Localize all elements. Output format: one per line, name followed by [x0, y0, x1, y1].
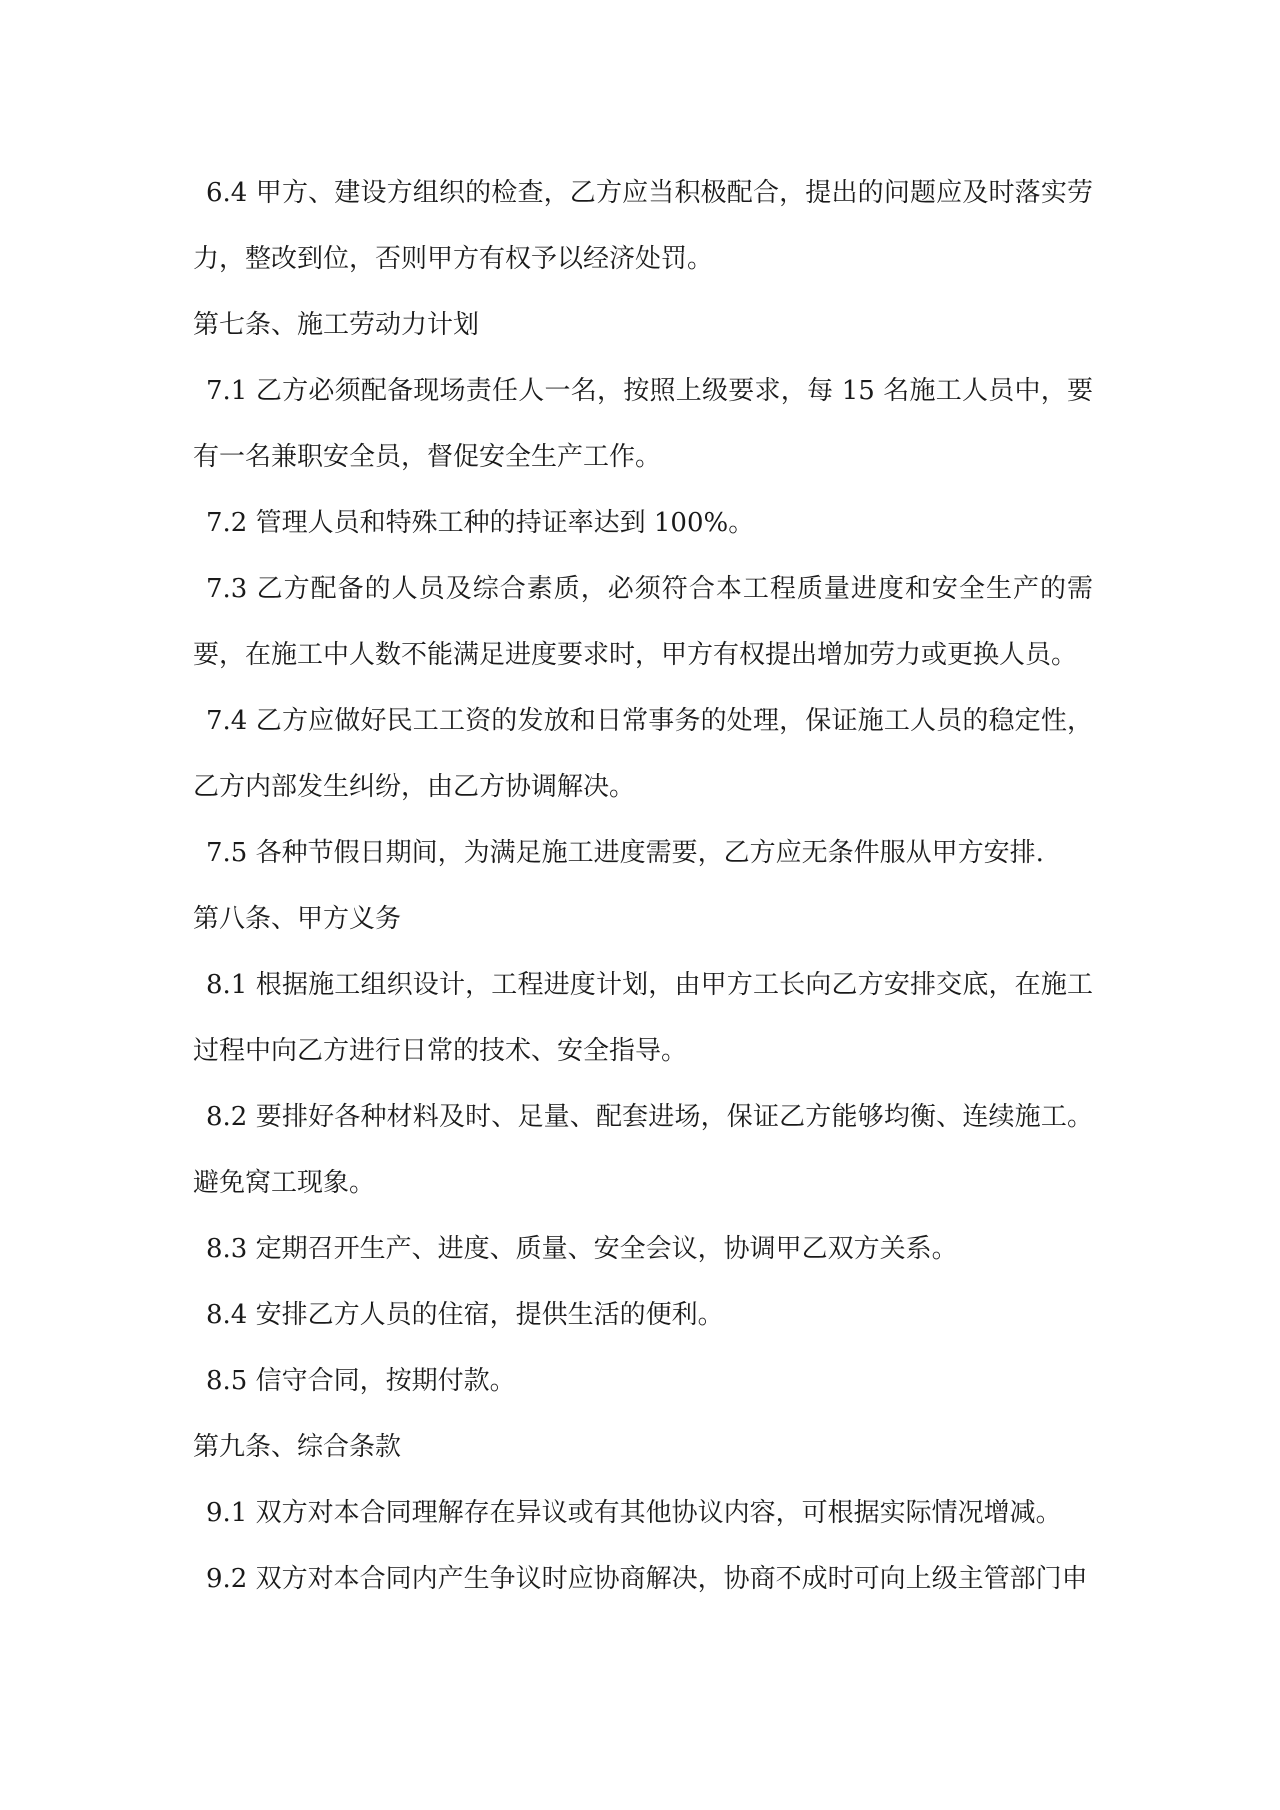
- clause-7-3: 7.3 乙方配备的人员及综合素质，必须符合本工程质量进度和安全生产的需要，在施工中人数不能满足进度要求时，甲方有权提出增加劳力或更换人员。: [193, 574, 1093, 670]
- clause-7-1: 7.1 乙方必须配备现场责任人一名，按照上级要求，每 15 名施工人员中，要有一名兼职安全员，督促安全生产工作。: [193, 376, 1093, 472]
- clause-6-4: 6.4 甲方、建设方组织的检查，乙方应当积极配合，提出的问题应及时落实劳力，整改到位，否则甲方有权予以经济处罚。: [193, 178, 1093, 274]
- article-9-heading: 第九条、综合条款: [193, 1432, 402, 1462]
- clause-8-2: 8.2 要排好各种材料及时、足量、配套进场，保证乙方能够均衡、连续施工。避免窝工现象。: [193, 1102, 1093, 1198]
- article-8-heading: 第八条、甲方义务: [193, 904, 402, 934]
- clause-7-4: 7.4 乙方应做好民工工资的发放和日常事务的处理，保证施工人员的稳定性，乙方内部发生纠纷，由乙方协调解决。: [193, 706, 1093, 802]
- document-body: [193, 160, 1093, 1612]
- clause-8-4: 8.4 安排乙方人员的住宿，提供生活的便利。: [206, 1300, 724, 1330]
- clause-7-2: 7.2 管理人员和特殊工种的持证率达到 100%。: [206, 508, 755, 538]
- clause-8-3: 8.3 定期召开生产、进度、质量、安全会议，协调甲乙双方关系。: [206, 1234, 958, 1264]
- clause-9-1: 9.1 双方对本合同理解存在异议或有其他协议内容，可根据实际情况增减。: [206, 1498, 1062, 1528]
- clause-9-2: 9.2 双方对本合同内产生争议时应协商解决，协商不成时可向上级主管部门申: [206, 1564, 1088, 1594]
- clause-7-5: 7.5 各种节假日期间，为满足施工进度需要，乙方应无条件服从甲方安排.: [206, 838, 1044, 868]
- clause-8-1: 8.1 根据施工组织设计，工程进度计划，由甲方工长向乙方安排交底，在施工过程中向乙方进行日常的技术、安全指导。: [193, 970, 1093, 1066]
- clause-8-5: 8.5 信守合同，按期付款。: [206, 1366, 516, 1396]
- article-7-heading: 第七条、施工劳动力计划: [193, 310, 480, 340]
